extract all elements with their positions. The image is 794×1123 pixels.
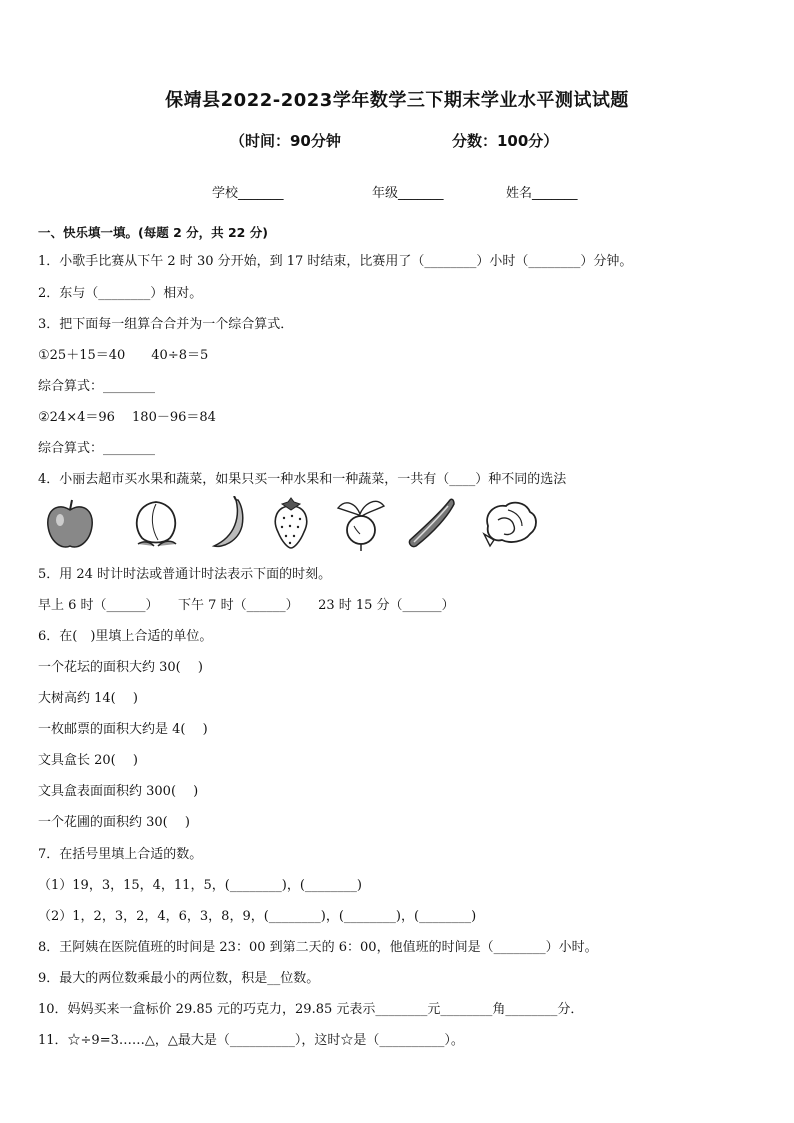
q5-items: 早上 6 时（______） 下午 7 时（______） 23 时 15 分（______） bbox=[38, 598, 455, 613]
question-4: 4．小丽去超市买水果和蔬菜，如果只买一种水果和一种蔬菜，一共有（____）种不同的选法 bbox=[38, 472, 567, 487]
question-6: 6．在( )里填上合适的单位。 bbox=[38, 629, 213, 644]
q6-item: 一枚邮票的面积大约是 4( ) bbox=[38, 722, 208, 737]
q6-item: 大树高约 14( ) bbox=[38, 691, 138, 706]
q6-item: 文具盒表面面积约 300( ) bbox=[38, 784, 199, 799]
apple-icon bbox=[44, 496, 96, 552]
peach-icon bbox=[128, 496, 184, 552]
question-10: 10．妈妈买来一盒标价 29.85 元的巧克力，29.85 元表示________元________角________分． bbox=[38, 1002, 584, 1017]
question-5: 5．用 24 时计时法或普通计时法表示下面的时刻。 bbox=[38, 567, 332, 582]
radish-icon bbox=[332, 496, 390, 552]
question-9: 9．最大的两位数乘最小的两位数，积是__位数。 bbox=[38, 971, 320, 986]
question-1: 1．小歌手比赛从下午 2 时 30 分开始，到 17 时结束，比赛用了（________）小时（________）分钟。 bbox=[38, 254, 633, 269]
q3-group-1-answer: 综合算式：________ bbox=[38, 379, 156, 394]
name-field: 姓名_______ bbox=[506, 186, 578, 201]
question-3: 3．把下面每一组算合合并为一个综合算式． bbox=[38, 317, 294, 332]
q6-item: 文具盒长 20( ) bbox=[38, 753, 138, 768]
cabbage-icon bbox=[478, 496, 540, 552]
grade-field: 年级_______ bbox=[372, 186, 444, 201]
question-8: 8．王阿姨在医院值班的时间是 23：00 到第二天的 6：00，他值班的时间是（________）小时。 bbox=[38, 940, 598, 955]
q3-group-1: ①25＋15＝40 40÷8＝5 bbox=[38, 348, 209, 363]
strawberry-icon bbox=[270, 496, 312, 552]
q3-group-2-answer: 综合算式：________ bbox=[38, 441, 156, 456]
cucumber-icon bbox=[404, 496, 456, 552]
school-field: 学校_______ bbox=[212, 186, 284, 201]
q7-part-1: （1）19，3，15，4，11，5，(________)，(________) bbox=[38, 878, 362, 893]
section-heading: 一、快乐填一填。(每题 2 分，共 22 分) bbox=[38, 225, 268, 240]
q6-item: 一个花坛的面积大约 30( ) bbox=[38, 660, 203, 675]
banana-icon bbox=[206, 496, 246, 552]
q7-part-2: （2）1，2，3，2，4，6，3，8，9，(________)，(________)，(________) bbox=[38, 909, 477, 924]
question-7: 7．在括号里填上合适的数。 bbox=[38, 847, 203, 862]
question-2: 2．东与（________）相对。 bbox=[38, 286, 203, 301]
q6-item: 一个花圃的面积约 30( ) bbox=[38, 815, 190, 830]
question-11: 11．☆÷9=3……△，△最大是（__________），这时☆是（__________）。 bbox=[38, 1033, 464, 1048]
exam-time: （时间：90分钟 bbox=[230, 132, 341, 150]
q3-group-2: ②24×4＝96 180－96＝84 bbox=[38, 410, 216, 425]
page-title: 保靖县2022-2023学年数学三下期末学业水平测试试题 bbox=[165, 90, 629, 111]
exam-score: 分数：100分） bbox=[452, 132, 559, 150]
